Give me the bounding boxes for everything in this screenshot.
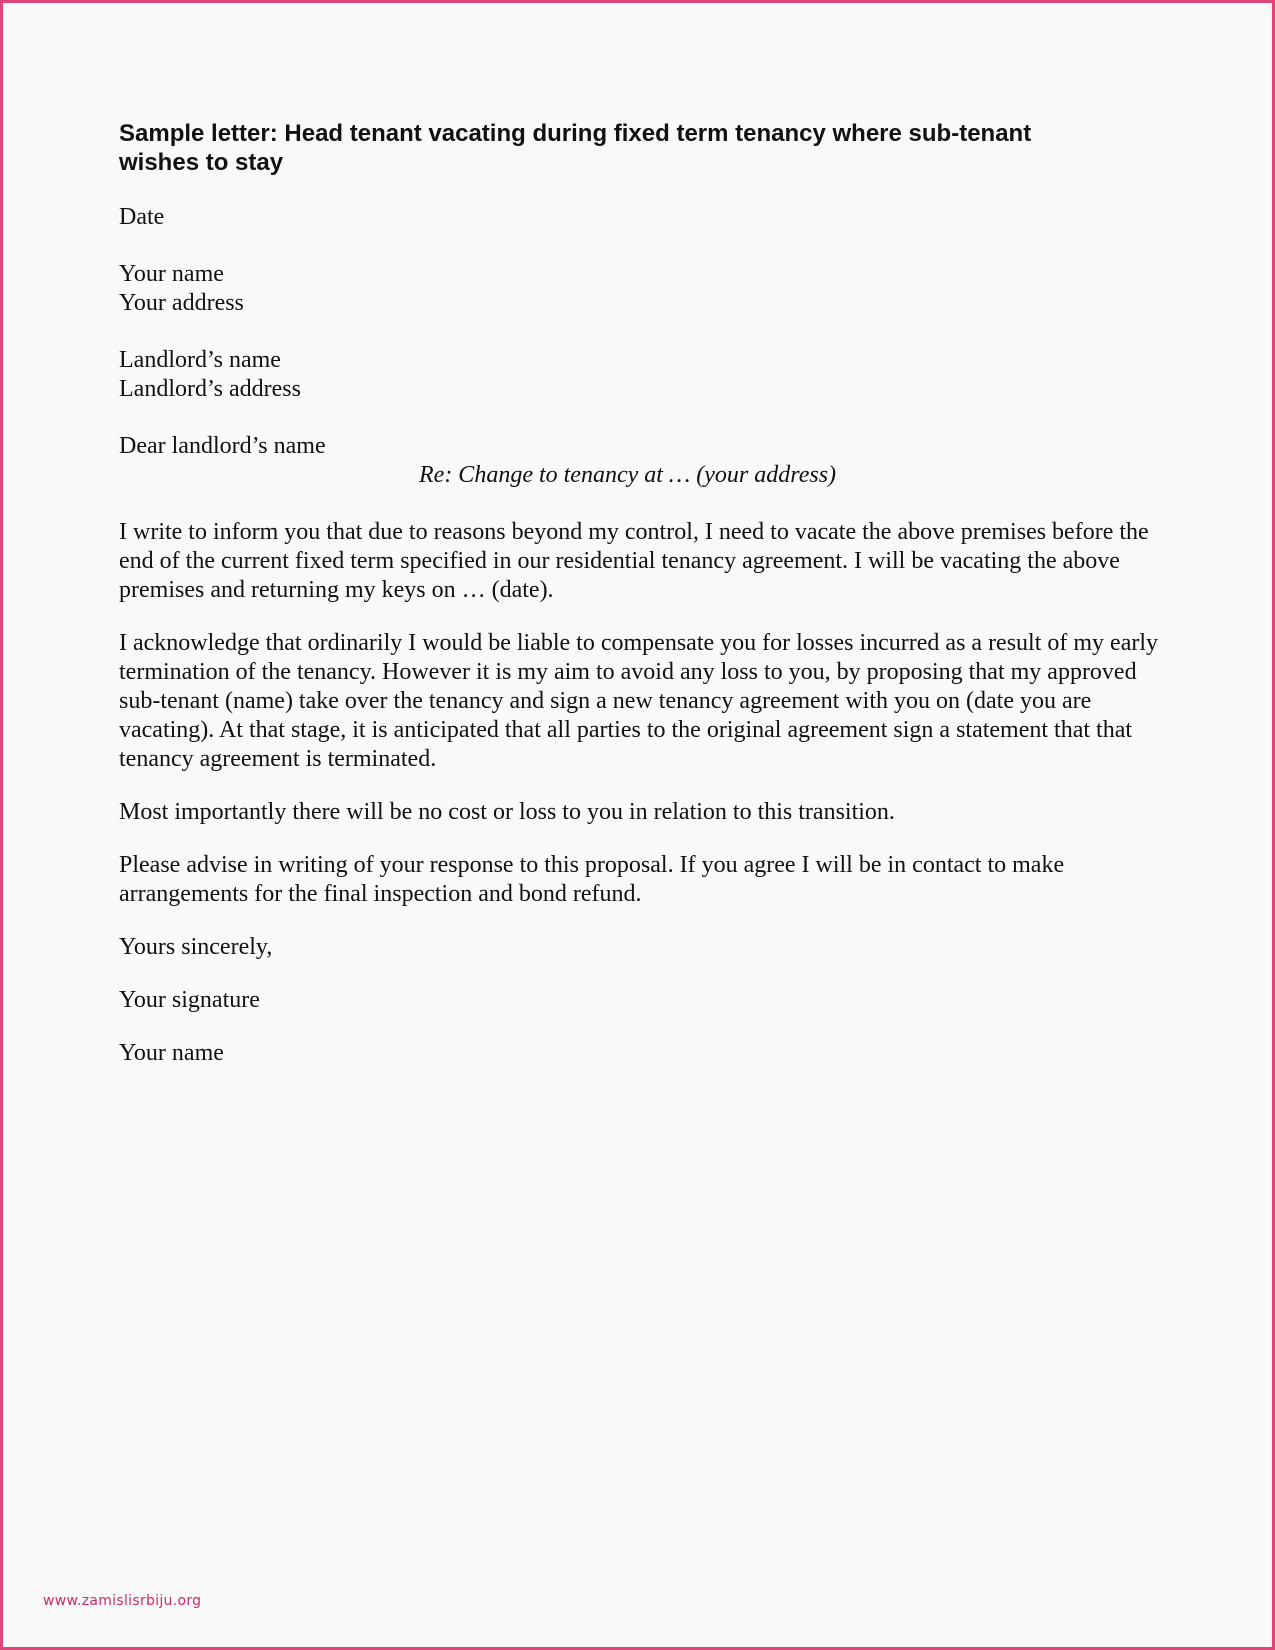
letter-title-line-2: wishes to stay bbox=[119, 149, 284, 176]
watermark-link[interactable]: www.zamislisrbiju.org bbox=[43, 1593, 202, 1609]
paragraph-4: Please advise in writing of your response to this proposal. If you agree I will be in contact to make arrangements for the final inspection and bond refund. bbox=[119, 852, 1065, 907]
landlord-name: Landlord’s name bbox=[119, 347, 281, 373]
sender-address: Your address bbox=[119, 290, 244, 316]
closing: Yours sincerely, bbox=[119, 934, 273, 960]
paragraph-3: Most importantly there will be no cost or loss to you in relation to this transition. bbox=[119, 799, 895, 825]
letter-title bbox=[119, 119, 1179, 177]
paragraph-1: I write to inform you that due to reasons beyond my control, I need to vacate the above premises before the end of the current fixed term specified in our residential tenancy agreement. I will be vacating the above premises and returning my keys on … (date). bbox=[119, 519, 1149, 603]
letter-body bbox=[119, 119, 1179, 1092]
sender-block bbox=[119, 260, 1179, 318]
sender-name: Your name bbox=[119, 261, 224, 287]
letter-title-line-1: Sample letter: Head tenant vacating during fixed term tenancy where sub-tenant bbox=[119, 120, 1032, 147]
paragraph-2: I acknowledge that ordinarily I would be liable to compensate you for losses incurred as a result of my early termination of the tenancy. However it is my aim to avoid any loss to you, by proposing that my approved sub-tenant (name) take over the tenancy and sign a new tenancy agreement with you on (date you are vacating). At that stage, it is anticipated that all parties to the original agreement sign a statement that that tenancy agreement is terminated. bbox=[119, 630, 1159, 772]
letter-date: Date bbox=[119, 204, 165, 230]
closing-name: Your name bbox=[119, 1040, 224, 1066]
landlord-address: Landlord’s address bbox=[119, 376, 301, 402]
salutation: Dear landlord’s name bbox=[119, 433, 326, 459]
re-line: Re: Change to tenancy at … (your address) bbox=[419, 462, 837, 488]
landlord-block bbox=[119, 346, 1179, 404]
signature: Your signature bbox=[119, 987, 260, 1013]
